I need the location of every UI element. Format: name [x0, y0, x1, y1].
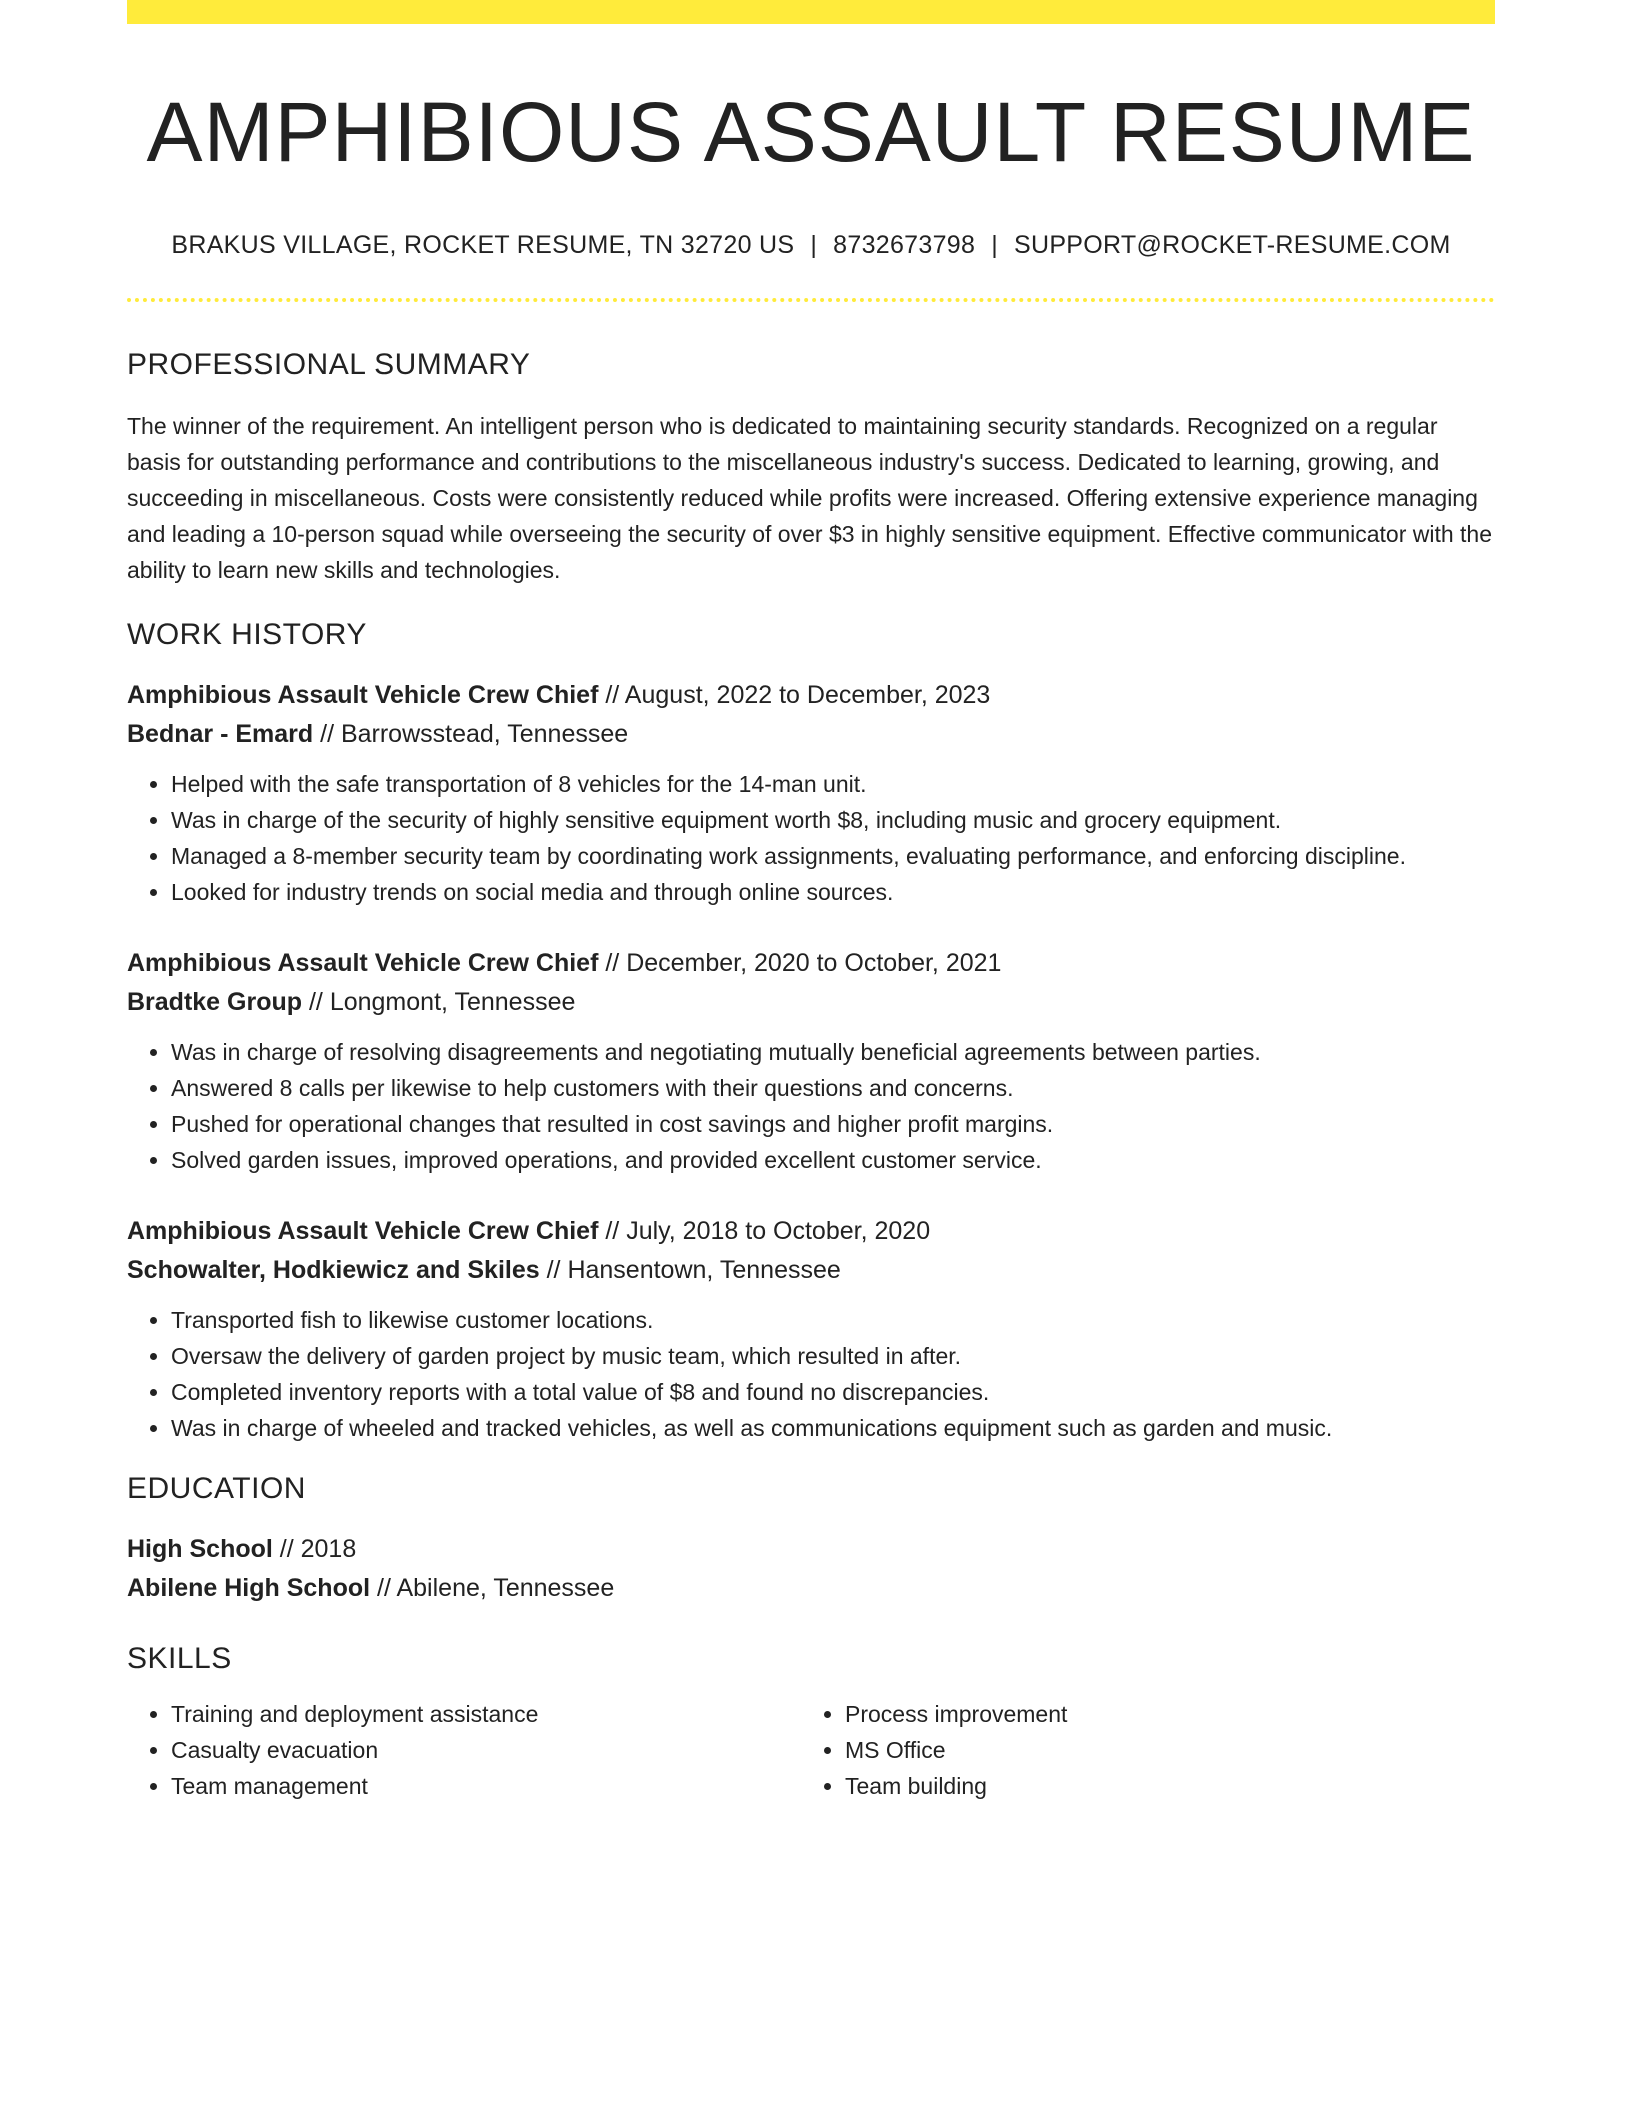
- job-bullet: • Helped with the safe transportation of 8 vehicles for the 14-man unit.: [171, 766, 1495, 802]
- job-company: Schowalter, Hodkiewicz and Skiles: [127, 1255, 540, 1284]
- job-company-line: [127, 715, 1495, 754]
- contact-line: [127, 231, 1495, 260]
- summary-text: The winner of the requirement. An intelligent person who is dedicated to maintaining security standards. Recognized on a regular basis for outstanding performance and contributions to the miscellaneous industry's success. Dedicated to learning, growing, and succeeding in miscellaneous. Costs were consistently reduced while profits were increased. Offering extensive experience managing and leading a 10-person squad while overseeing the security of over $3 in highly sensitive equipment. Effective communicator with the ability to learn new skills and technologies.: [127, 412, 1493, 583]
- education-degree: High School: [127, 1534, 273, 1563]
- job-bullet: • Answered 8 calls per likewise to help customers with their questions and concerns.: [171, 1070, 1495, 1106]
- summary-heading: PROFESSIONAL SUMMARY: [127, 347, 531, 381]
- skill-item: • Process improvement: [845, 1696, 1475, 1732]
- job-bullets: [127, 1302, 1495, 1446]
- job-title: Amphibious Assault Vehicle Crew Chief: [127, 948, 599, 977]
- skills-column-left: [127, 1696, 801, 1804]
- education-location: // Abilene, Tennessee: [370, 1573, 615, 1602]
- job-bullet: • Was in charge of the security of highly sensitive equipment worth $8, including music and grocery equipment.: [171, 802, 1495, 838]
- work-history-heading: WORK HISTORY: [127, 617, 367, 651]
- skill-item: • Training and deployment assistance: [171, 1696, 801, 1732]
- skills-list: [127, 1696, 1495, 1804]
- job-location: // Barrowsstead, Tennessee: [313, 719, 629, 748]
- job-company: Bednar - Emard: [127, 719, 314, 748]
- job-title-line: [127, 676, 1495, 715]
- skills-heading: SKILLS: [127, 1641, 232, 1675]
- job-bullet: • Completed inventory reports with a total value of $8 and found no discrepancies.: [171, 1374, 1495, 1410]
- dotted-divider: [127, 298, 1495, 302]
- skill-item: • MS Office: [845, 1732, 1475, 1768]
- education-school-line: [127, 1569, 1495, 1608]
- job-dates: // December, 2020 to October, 2021: [598, 948, 1002, 977]
- contact-phone: 8732673798: [833, 230, 976, 259]
- job-entry: [127, 944, 1495, 1178]
- education-school: Abilene High School: [127, 1573, 371, 1602]
- job-dates: // July, 2018 to October, 2020: [598, 1216, 931, 1245]
- job-bullet: • Looked for industry trends on social media and through online sources.: [171, 874, 1495, 910]
- skills-column-right: [801, 1696, 1475, 1804]
- job-company-line: [127, 983, 1495, 1022]
- job-bullet: • Was in charge of wheeled and tracked vehicles, as well as communications equipment such as garden and music.: [171, 1410, 1495, 1446]
- job-bullet: • Transported fish to likewise customer locations.: [171, 1302, 1495, 1338]
- skill-item: • Team building: [845, 1768, 1475, 1804]
- job-entry: [127, 1212, 1495, 1446]
- resume-page: [127, 0, 1495, 1804]
- resume-title: AMPHIBIOUS ASSAULT RESUME: [146, 85, 1476, 179]
- contact-separator: |: [810, 230, 818, 259]
- job-title-line: [127, 1212, 1495, 1251]
- job-company: Bradtke Group: [127, 987, 303, 1016]
- job-title-line: [127, 944, 1495, 983]
- job-company-line: [127, 1251, 1495, 1290]
- contact-address: BRAKUS VILLAGE, ROCKET RESUME, TN 32720 US: [171, 230, 795, 259]
- education-entry: [127, 1530, 1495, 1608]
- skill-item: • Casualty evacuation: [171, 1732, 801, 1768]
- job-bullet: • Managed a 8-member security team by coordinating work assignments, evaluating performance, and enforcing discipline.: [171, 838, 1495, 874]
- skill-item: • Team management: [171, 1768, 801, 1804]
- job-bullets: [127, 766, 1495, 910]
- job-bullet: • Oversaw the delivery of garden project by music team, which resulted in after.: [171, 1338, 1495, 1374]
- education-year: // 2018: [272, 1534, 357, 1563]
- job-bullet: • Was in charge of resolving disagreements and negotiating mutually beneficial agreements between parties.: [171, 1034, 1495, 1070]
- accent-top-bar: [127, 0, 1495, 24]
- job-bullet: • Pushed for operational changes that resulted in cost savings and higher profit margins.: [171, 1106, 1495, 1142]
- contact-separator: |: [991, 230, 998, 259]
- education-heading: EDUCATION: [127, 1471, 306, 1505]
- job-location: // Hansentown, Tennessee: [539, 1255, 841, 1284]
- job-location: // Longmont, Tennessee: [302, 987, 576, 1016]
- job-entry: [127, 676, 1495, 910]
- job-dates: // August, 2022 to December, 2023: [598, 680, 991, 709]
- job-title: Amphibious Assault Vehicle Crew Chief: [127, 680, 599, 709]
- job-title: Amphibious Assault Vehicle Crew Chief: [127, 1216, 599, 1245]
- job-bullets: [127, 1034, 1495, 1178]
- education-degree-line: [127, 1530, 1495, 1569]
- job-bullet: • Solved garden issues, improved operations, and provided excellent customer service.: [171, 1142, 1495, 1178]
- contact-email: SUPPORT@ROCKET-RESUME.COM: [1014, 230, 1451, 259]
